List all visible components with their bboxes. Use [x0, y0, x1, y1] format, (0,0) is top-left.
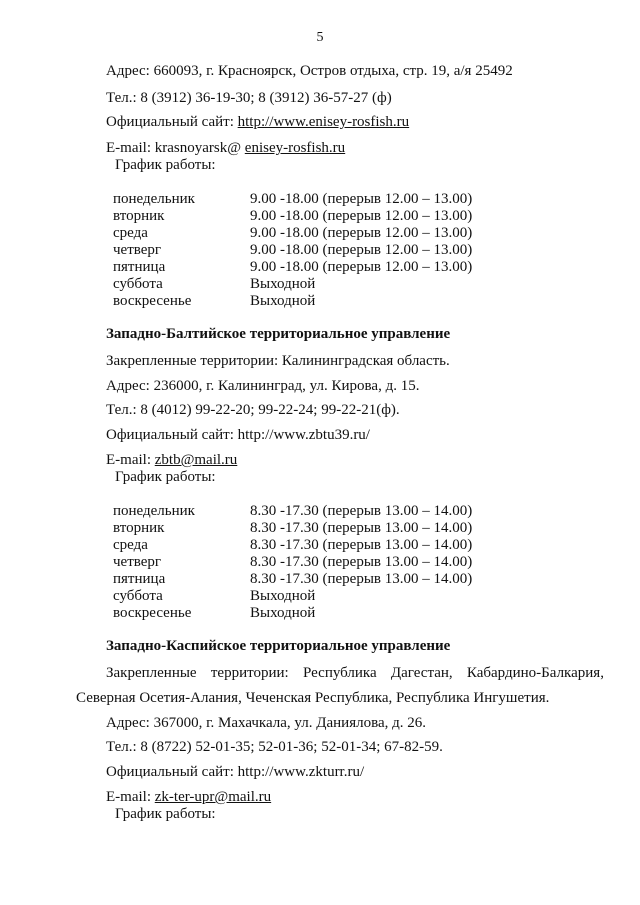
- schedule-day: пятница: [113, 259, 166, 275]
- site-krasnoyarsk: [106, 113, 409, 131]
- schedule-hours: Выходной: [250, 588, 316, 604]
- schedule-hours: 9.00 -18.00 (перерыв 12.00 – 13.00): [250, 242, 473, 258]
- address-west-baltic: Адрес: 236000, г. Калининград, ул. Кирова, д. 15.: [106, 378, 420, 394]
- schedule-day: четверг: [113, 554, 162, 570]
- email-west-baltic: [106, 451, 237, 469]
- schedule-hours: 9.00 -18.00 (перерыв 12.00 – 13.00): [250, 191, 473, 207]
- territories-word: Республика: [302, 665, 377, 681]
- schedule-title: График работы:: [115, 806, 216, 822]
- schedule-hours: 8.30 -17.30 (перерыв 13.00 – 14.00): [250, 520, 473, 536]
- email-link[interactable]: zbtb@mail.ru: [154, 452, 238, 468]
- schedule-day: суббота: [113, 276, 163, 292]
- schedule-hours: Выходной: [250, 276, 316, 292]
- territories-word: Дагестан,: [390, 665, 453, 681]
- schedule-day: пятница: [113, 571, 166, 587]
- territories-west-baltic: Закрепленные территории: Калининградская область.: [106, 353, 450, 369]
- schedule-hours: Выходной: [250, 293, 316, 309]
- heading-west-caspian: Западно-Каспийское территориальное управление: [106, 638, 451, 654]
- phone-west-baltic: Тел.: 8 (4012) 99-22-20; 99-22-24; 99-22-21(ф).: [106, 402, 400, 418]
- phone-west-caspian: Тел.: 8 (8722) 52-01-35; 52-01-36; 52-01-34; 67-82-59.: [106, 739, 443, 755]
- schedule-day: среда: [113, 225, 148, 241]
- schedule-hours: 9.00 -18.00 (перерыв 12.00 – 13.00): [250, 208, 473, 224]
- schedule-day: четверг: [113, 242, 162, 258]
- schedule-day: понедельник: [113, 191, 195, 207]
- territories-word: Закрепленные: [106, 665, 197, 681]
- schedule-hours: 9.00 -18.00 (перерыв 12.00 – 13.00): [250, 225, 473, 241]
- page-number: 5: [316, 30, 324, 45]
- email-link[interactable]: zk-ter-upr@mail.ru: [154, 789, 272, 805]
- schedule-day: вторник: [113, 520, 165, 536]
- schedule-title: График работы:: [115, 157, 216, 173]
- site-link[interactable]: http://www.enisey-rosfish.ru: [237, 114, 410, 130]
- territories-word: территории:: [210, 665, 289, 681]
- email-west-caspian: [106, 788, 271, 806]
- schedule-hours: 8.30 -17.30 (перерыв 13.00 – 14.00): [250, 571, 473, 587]
- schedule-hours: 8.30 -17.30 (перерыв 13.00 – 14.00): [250, 537, 473, 553]
- schedule-day: вторник: [113, 208, 165, 224]
- address-krasnoyarsk: Адрес: 660093, г. Красноярск, Остров отдыха, стр. 19, а/я 25492: [106, 63, 513, 79]
- schedule-day: среда: [113, 537, 148, 553]
- schedule-day: воскресенье: [113, 605, 192, 621]
- email-link[interactable]: enisey-rosfish.ru: [244, 140, 346, 156]
- territories-west-caspian: [106, 664, 604, 682]
- address-west-caspian: Адрес: 367000, г. Махачкала, ул. Даниялова, д. 26.: [106, 715, 427, 731]
- phone-krasnoyarsk: Тел.: 8 (3912) 36-19-30; 8 (3912) 36-57-27 (ф): [106, 90, 392, 106]
- schedule-hours: 8.30 -17.30 (перерыв 13.00 – 14.00): [250, 554, 473, 570]
- email-label: E-mail:: [106, 789, 155, 805]
- heading-west-baltic: Западно-Балтийское территориальное управление: [106, 326, 451, 342]
- schedule-hours: 8.30 -17.30 (перерыв 13.00 – 14.00): [250, 503, 473, 519]
- schedule-hours: 9.00 -18.00 (перерыв 12.00 – 13.00): [250, 259, 473, 275]
- schedule-hours: Выходной: [250, 605, 316, 621]
- email-label: E-mail:: [106, 452, 155, 468]
- territories-west-caspian-cont: Северная Осетия-Алания, Чеченская Республика, Республика Ингушетия.: [76, 690, 550, 706]
- schedule-day: суббота: [113, 588, 163, 604]
- email-krasnoyarsk: [106, 139, 345, 157]
- territories-word: Кабардино-Балкария,: [466, 665, 604, 681]
- site-west-caspian: Официальный сайт: http://www.zkturr.ru/: [106, 764, 365, 780]
- schedule-day: воскресенье: [113, 293, 192, 309]
- schedule-title: График работы:: [115, 469, 216, 485]
- site-label: Официальный сайт:: [106, 114, 238, 130]
- schedule-day: понедельник: [113, 503, 195, 519]
- site-west-baltic: Официальный сайт: http://www.zbtu39.ru/: [106, 427, 370, 443]
- email-label: E-mail: krasnoyarsk@: [106, 140, 245, 156]
